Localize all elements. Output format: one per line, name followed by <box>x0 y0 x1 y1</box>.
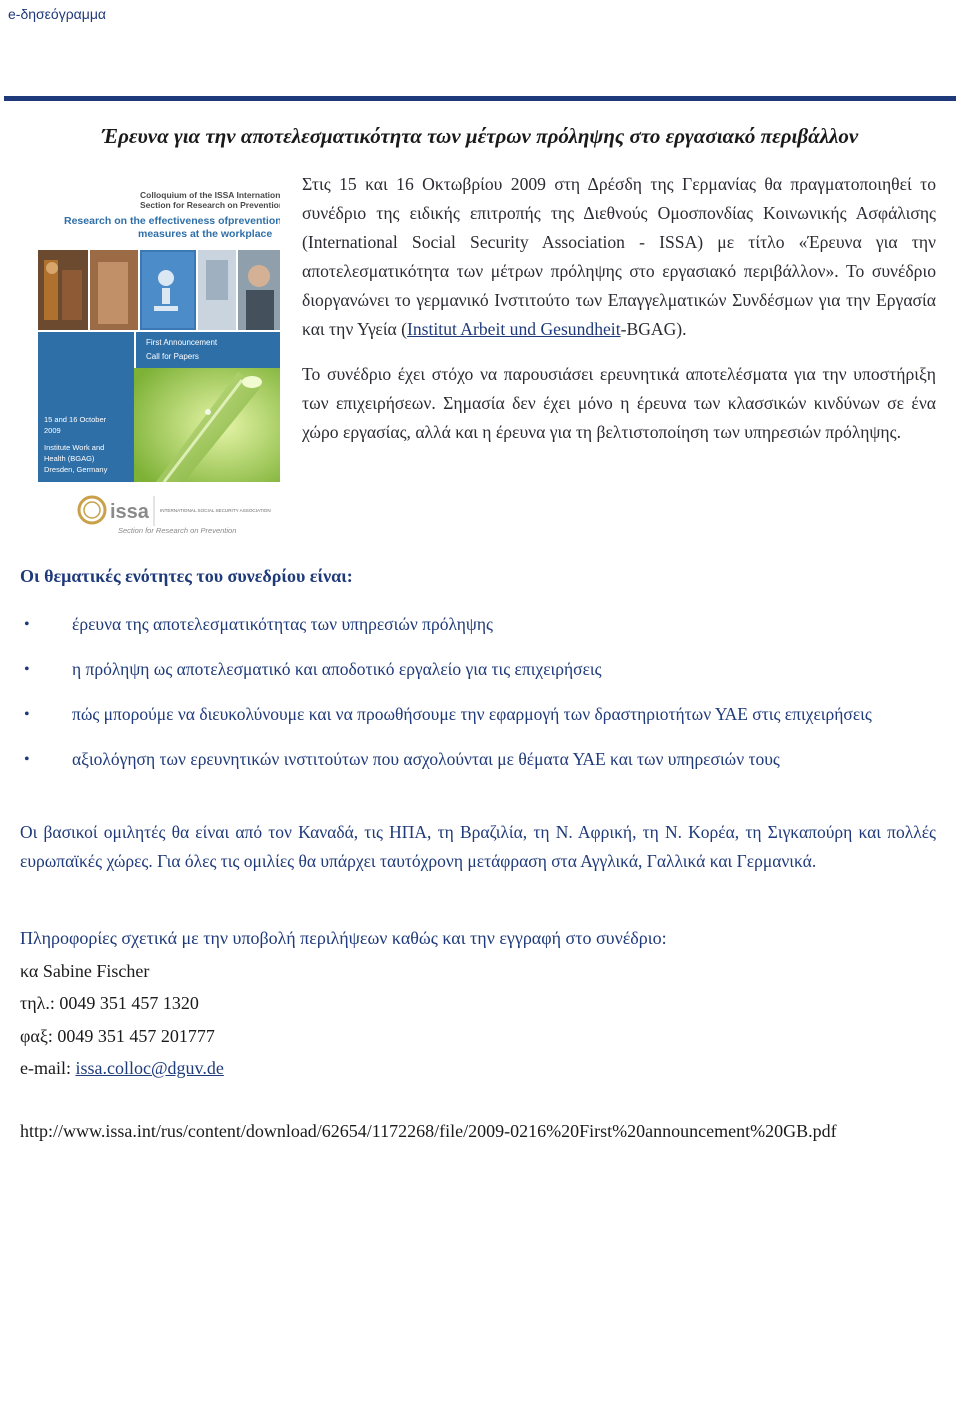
list-item: • η πρόληψη ως αποτελεσματικό και αποδοτικό εργαλείο για τις επιχειρήσεις <box>20 655 936 684</box>
intro-paragraph-2: Το συνέδριο έχει στόχο να παρουσιάσει ερευνητικά αποτελέσματα για την υποστήριξη των επιχειρήσεων. Σημασία δεν έχει μόνο η έρευνα των κλασσικών κινδύνων σε ένα χώρο εργασίας, αλλά και η έρευνα για τη βελτιστοποίηση των υπηρεσιών πρόληψης. <box>302 364 936 442</box>
institute-link[interactable]: Institut Arbeit und Gesundheit <box>407 319 621 339</box>
topics-list <box>20 610 936 790</box>
topics-heading: Οι θεματικές ενότητες του συνεδρίου είναι: <box>20 566 353 586</box>
bullet-icon: • <box>24 706 30 723</box>
list-item: • πώς μπορούμε να διευκολύνουμε και να προωθήσουμε την εφαρμογή των δραστηριοτήτων ΥΑΕ στις επιχειρήσεις <box>20 700 936 729</box>
issa-logo-subcaption: Section for Research on Prevention <box>118 526 237 535</box>
poster-date-2: 2009 <box>44 426 61 435</box>
poster-date-5: Dresden, Germany <box>44 465 108 474</box>
contact-fax: φαξ: 0049 351 457 201777 <box>20 1025 215 1046</box>
newsletter-label: e-δησεόγραμμα <box>8 6 106 22</box>
speakers-paragraph: Οι βασικοί ομιλητές θα είναι από τον Καναδά, τις ΗΠΑ, τη Βραζιλία, τη Ν. Αφρική, τη Ν. Κορέα, τη Σιγκαπούρη και πολλές ευρωπαϊκές χώρες. Για όλες τις ομιλίες θα υπάρχει ταυτόχρονη μετάφραση στα Αγγλικά, Γαλλικά και Γερμανικά. <box>20 822 936 871</box>
list-item: • αξιολόγηση των ερευνητικών ινστιτούτων που ασχολούνται με θέματα ΥΑΕ και των υπηρεσιών τους <box>20 745 936 774</box>
bullet-icon: • <box>24 661 30 678</box>
poster-menu-call: Call for Papers <box>146 352 199 361</box>
header-divider <box>4 96 956 101</box>
contact-phone: τηλ.: 0049 351 457 1320 <box>20 993 199 1013</box>
poster-heading-2: Section for Research on Prevention <box>140 200 280 210</box>
contact-info: Πληροφορίες σχετικά με την υποβολή περιλήψεων καθώς και την εγγραφή στο συνέδριο: <box>20 928 667 948</box>
article-title: Έρευνα για την αποτελεσματικότητα των μέτρων πρόληψης στο εργασιακό περιβάλλον <box>101 124 859 148</box>
intro-paragraph-1: Στις 15 και 16 Οκτωβρίου 2009 στη Δρέσδη της Γερμανίας θα πραγματοποιηθεί το συνέδριο της ειδικής επιτροπής της Διεθνούς Ομοσπονδίας Κοινωνικής Ασφάλισης (International Social Security Association - ISSA) με τίτλο «Έρευνα για την αποτελεσματικότητα των μέτρων πρόληψης στο εργασιακό περιβάλλον». Το συνέδριο διοργανώνει το γερμανικό Ινστιτούτο των Επαγγελματικών Συνδέσμων για την Εργασία και την Υγεία (Institut Arbeit und Gesundheit-BGAG). <box>302 174 936 339</box>
poster-date-3: Institute Work and <box>44 443 105 452</box>
conference-poster-image <box>38 160 280 542</box>
issa-logo-text: issa <box>110 501 149 523</box>
intro-text <box>302 170 936 463</box>
poster-date-1: 15 and 16 October <box>44 415 107 424</box>
contact-block <box>20 924 667 1087</box>
list-item: • έρευνα της αποτελεσματικότητας των υπηρεσιών πρόληψης <box>20 610 936 639</box>
email-link[interactable]: issa.colloc@dguv.de <box>75 1058 224 1078</box>
poster-subtitle-1: Research on the effectiveness ofprevention <box>64 215 280 227</box>
bullet-icon: • <box>24 616 30 633</box>
announcement-url[interactable]: http://www.issa.int/rus/content/download/62654/1172268/file/2009-0216%20First%20announcement%20GB.pdf <box>20 1121 837 1141</box>
bullet-icon: • <box>24 751 30 768</box>
contact-name: κα Sabine Fischer <box>20 960 150 981</box>
poster-heading-1: Colloquium of the ISSA International <box>140 190 280 200</box>
poster-subtitle-2: measures at the workplace <box>138 228 273 240</box>
issa-logo-caption: INTERNATIONAL SOCIAL SECURITY ASSOCIATION <box>160 508 271 513</box>
poster-date-4: Health (BGAG) <box>44 454 95 463</box>
contact-email-line: e-mail: issa.colloc@dguv.de <box>20 1058 224 1078</box>
poster-menu-first: First Announcement <box>146 338 218 347</box>
